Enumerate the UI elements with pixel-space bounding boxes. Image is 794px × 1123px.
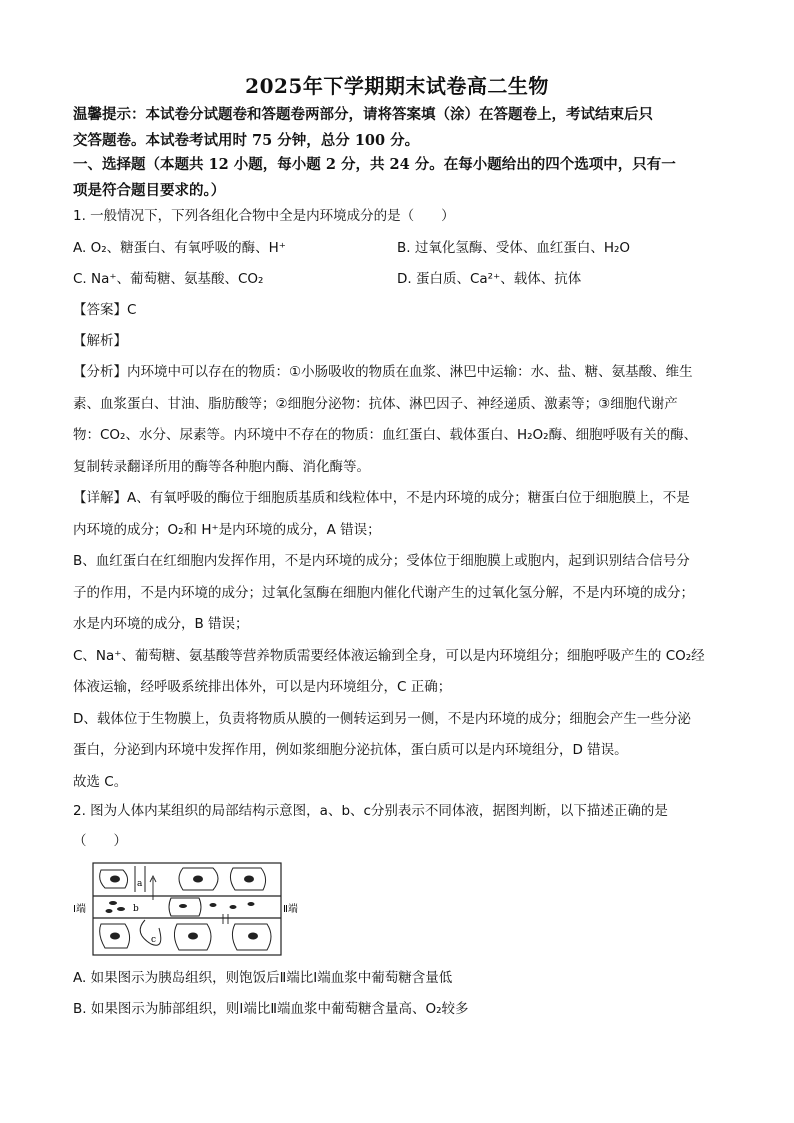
blood-cell	[109, 901, 117, 905]
label-c: c	[151, 935, 157, 945]
xiangjie-line: D、载体位于生物膜上，负责将物质从膜的一侧转运到另一侧，不是内环境的成分；细胞会产生一些分泌	[73, 710, 691, 727]
exchange-arrows	[223, 914, 228, 924]
q1-xiangjie	[73, 483, 725, 798]
xiangjie-line: 【详解】A、有氧呼吸的酶位于细胞质基质和线粒体中，不是内环境的成分；糖蛋白位于细胞膜上，不是	[73, 490, 690, 506]
xiangjie-line: 故选 C。	[73, 773, 128, 790]
q1-option-d: D. 蛋白质、Ca²⁺、载体、抗体	[397, 271, 582, 287]
blood-cell	[248, 902, 255, 906]
diagram-left-label: Ⅰ端	[73, 904, 86, 915]
q1-stem: 1. 一般情况下，下列各组化合物中全是内环境成分的是（ ）	[73, 208, 455, 224]
q1-answer	[73, 300, 136, 320]
section-line-2: 项是符合题目要求的。）	[73, 182, 226, 199]
q2-stem-line-2: （ ）	[73, 833, 127, 849]
cell-nucleus	[110, 876, 120, 883]
blood-cell	[230, 905, 237, 909]
cell-nucleus	[188, 933, 198, 940]
fenxi-line: 素、血浆蛋白、甘油、脂肪酸等；②细胞分泌物：抗体、淋巴因子、神经递质、激素等；③细胞代谢产	[73, 395, 678, 412]
answer-value: C	[127, 302, 137, 318]
fenxi-line: 【分析】内环境中可以存在的物质：①小肠吸收的物质在血浆、淋巴中运输：水、盐、糖、氨基酸、维生	[73, 364, 693, 380]
page-title: 2025年下学期期末试卷高二生物	[245, 74, 549, 98]
label-a: a	[137, 879, 143, 889]
analysis-tag: 【解析】	[73, 333, 127, 349]
xiangjie-line: B、血红蛋白在红细胞内发挥作用，不是内环境的成分；受体位于细胞膜上或胞内，起到识别结合信号分	[73, 553, 690, 569]
notice-line-1: 温馨提示：本试卷分试题卷和答题卷两部分，请将答案填（涂）在答题卷上，考试结束后只	[73, 106, 653, 123]
q2-stem-line-1: 2. 图为人体内某组织的局部结构示意图，a、b、c分别表示不同体液，据图判断，以下描述正确的是	[73, 803, 668, 819]
q1-fenxi	[73, 357, 725, 483]
blood-cell	[106, 909, 113, 913]
cell-nucleus	[110, 933, 120, 940]
fenxi-line: 复制转录翻译所用的酶等各种胞内酶、消化酶等。	[73, 458, 370, 475]
blood-cell	[179, 904, 187, 908]
cell-nucleus	[193, 876, 203, 883]
xiangjie-line: 内环境的成分；O₂和 H⁺是内环境的成分，A 错误；	[73, 521, 381, 538]
q1-option-c: C. Na⁺、葡萄糖、氨基酸、CO₂	[73, 271, 264, 287]
cell-nucleus	[248, 933, 258, 940]
q2-option-a: A. 如果图示为胰岛组织，则饱饭后Ⅱ端比Ⅰ端血浆中葡萄糖含量低	[73, 970, 453, 986]
section-line-1: 一、选择题（本题共 12 小题，每小题 2 分，共 24 分。在每小题给出的四个选项中，只有一	[73, 156, 676, 173]
section-heading	[73, 152, 725, 204]
diagram-right-label: Ⅱ端	[283, 904, 298, 915]
q2-option-b: B. 如果图示为肺部组织，则Ⅰ端比Ⅱ端血浆中葡萄糖含量高、O₂较多	[73, 1001, 469, 1017]
notice-line-2: 交答题卷。本试卷考试用时 75 分钟，总分 100 分。	[73, 132, 420, 149]
tissue-diagram	[73, 858, 303, 958]
notice	[73, 102, 725, 154]
blood-cell	[210, 903, 217, 907]
answer-tag: 【答案】	[73, 302, 127, 318]
xiangjie-line: 子的作用，不是内环境的成分；过氧化氢酶在细胞内催化代谢产生的过氧化氢分解，不是内环境的成分；	[73, 584, 694, 601]
xiangjie-line: 水是内环境的成分，B 错误；	[73, 616, 249, 632]
xiangjie-line: C、Na⁺、葡萄糖、氨基酸等营养物质需要经体液运输到全身，可以是内环境组分；细胞呼吸产生的 CO₂经	[73, 647, 705, 664]
xiangjie-line: 蛋白，分泌到内环境中发挥作用，例如浆细胞分泌抗体，蛋白质可以是内环境组分，D 错误。	[73, 742, 628, 758]
xiangjie-line: 体液运输，经呼吸系统排出体外，可以是内环境组分，C 正确；	[73, 679, 452, 695]
blood-cell	[117, 907, 125, 911]
cell-nucleus	[244, 876, 254, 883]
q1-option-a: A. O₂、糖蛋白、有氧呼吸的酶、H⁺	[73, 240, 286, 256]
q1-option-b: B. 过氧化氢酶、受体、血红蛋白、H₂O	[397, 240, 631, 256]
fenxi-line: 物：CO₂、水分、尿素等。内环境中不存在的物质：血红蛋白、载体蛋白、H₂O₂酶、细胞呼吸有关的酶、	[73, 427, 698, 443]
label-b: b	[133, 904, 139, 914]
